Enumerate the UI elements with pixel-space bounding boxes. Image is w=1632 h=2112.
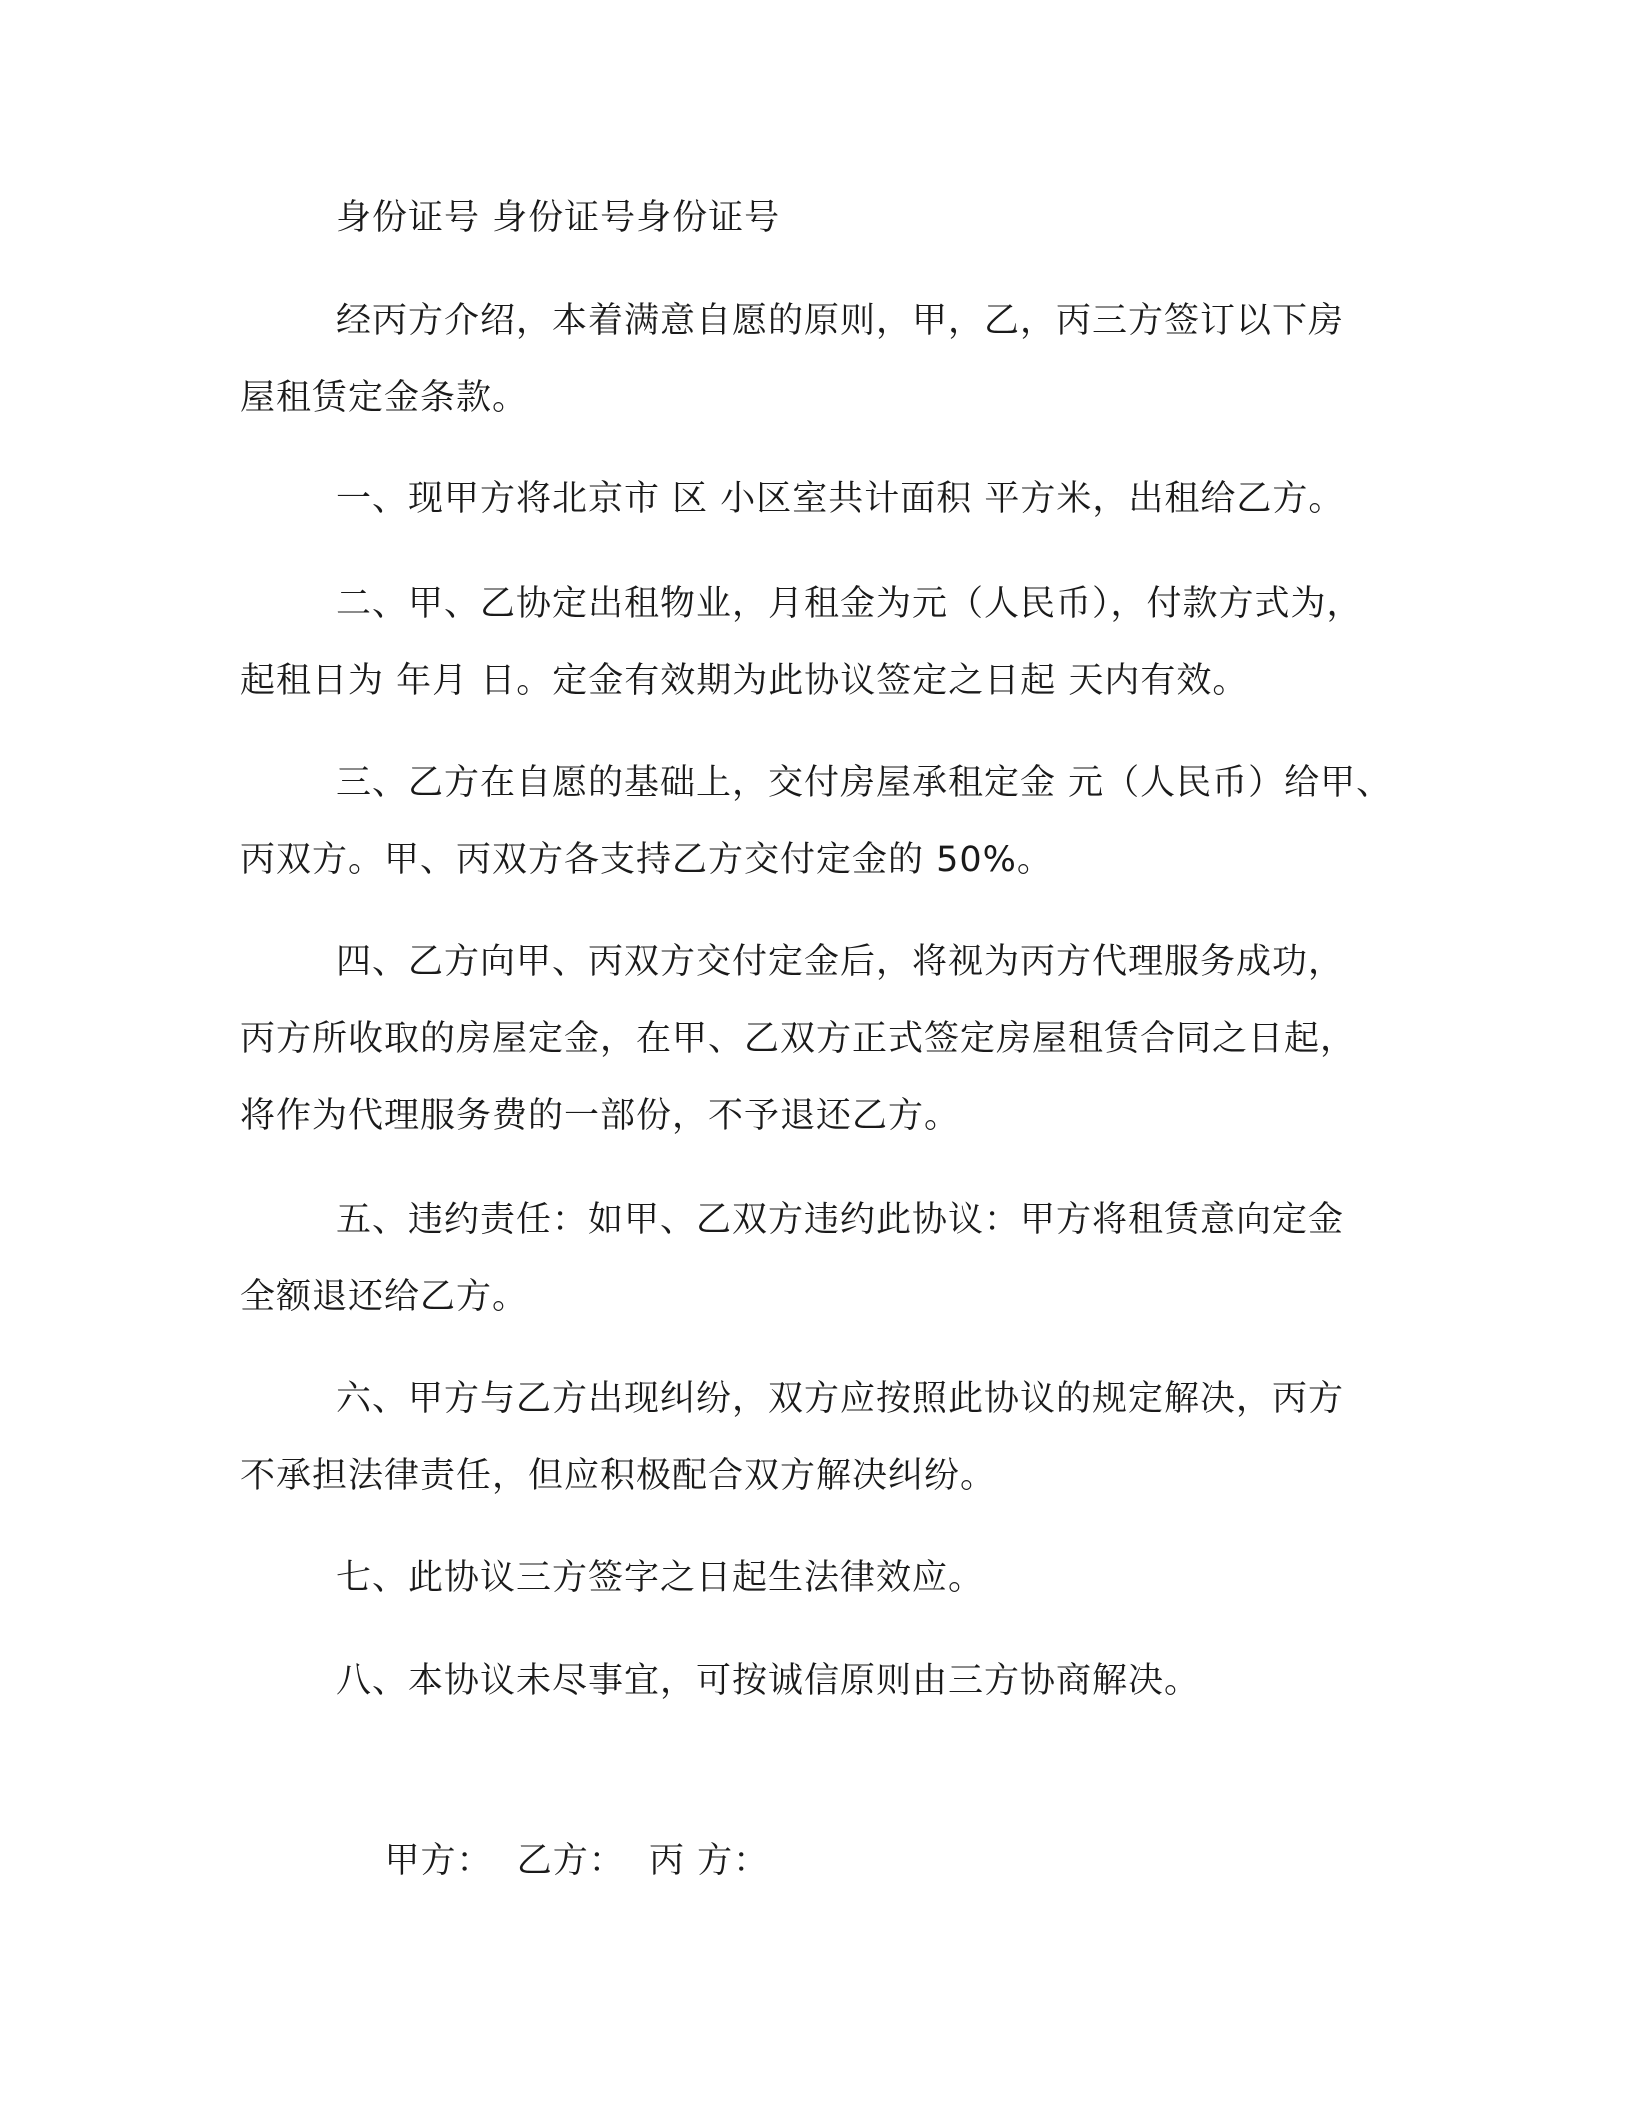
clause-5-line-2: 全额退还给乙方。	[240, 1277, 529, 1317]
signature-line	[336, 1746, 1516, 1977]
clause-3-paragraph	[240, 745, 1420, 899]
id-number-text: 身份证号 身份证号身份证号	[336, 198, 781, 238]
clause-6-paragraph	[240, 1361, 1420, 1515]
clause-4-paragraph	[240, 924, 1420, 1155]
clause-2-line-2: 起租日为 年月 日。定金有效期为此协议签定之日起 天内有效。	[240, 661, 1249, 701]
clause-4-line-2: 丙方所收取的房屋定金，在甲、乙双方正式签定房屋租赁合同之日起，	[240, 1019, 1357, 1059]
intro-line-2: 屋租赁定金条款。	[240, 378, 529, 418]
id-number-line	[336, 180, 1516, 257]
clause-4-line-1: 四、乙方向甲、丙双方交付定金后，将视为丙方代理服务成功，	[336, 942, 1345, 982]
clause-6-line-1: 六、甲方与乙方出现纠纷，双方应按照此协议的规定解决，丙方	[336, 1379, 1345, 1419]
clause-7-paragraph	[240, 1540, 1420, 1617]
clause-1-line-1: 一、现甲方将北京市 区 小区室共计面积 平方米，出租给乙方。	[336, 479, 1345, 519]
clause-7-line-1: 七、此协议三方签字之日起生法律效应。	[336, 1558, 985, 1598]
clause-3-line-1: 三、乙方在自愿的基础上，交付房屋承租定金 元（人民币）给甲、	[336, 763, 1393, 803]
clause-4-line-3: 将作为代理服务费的一部份，不予退还乙方。	[240, 1096, 961, 1136]
clause-5-line-1: 五、违约责任：如甲、乙双方违约此协议：甲方将租赁意向定金	[336, 1200, 1345, 1240]
clause-1-paragraph	[240, 461, 1420, 538]
clause-3-line-2: 丙双方。甲、丙双方各支持乙方交付定金的 50%。	[240, 840, 1053, 880]
clause-2-paragraph	[240, 566, 1420, 720]
intro-paragraph	[240, 283, 1420, 437]
clause-2-line-1: 二、甲、乙协定出租物业，月租金为元（人民币），付款方式为，	[336, 584, 1363, 624]
intro-line-1: 经丙方介绍，本着满意自愿的原则，甲，乙，丙三方签订以下房	[336, 301, 1345, 341]
clause-5-paragraph	[240, 1182, 1420, 1336]
clause-8-paragraph	[240, 1643, 1420, 1720]
clause-6-line-2: 不承担法律责任，但应积极配合双方解决纠纷。	[240, 1456, 997, 1496]
signature-text: 甲方： 乙方： 丙 方：	[384, 1841, 770, 1881]
clause-8-line-1: 八、本协议未尽事宜，可按诚信原则由三方协商解决。	[336, 1661, 1201, 1701]
